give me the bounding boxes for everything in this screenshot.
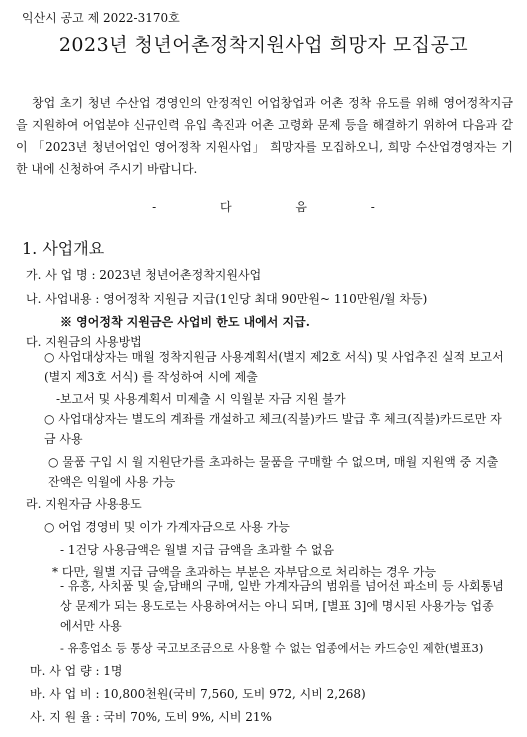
usage-purpose-1-sub: - 1건당 사용금액은 월별 지급 금액을 초과할 수 없음 [60, 543, 335, 557]
item-usage-method: 다. 지원금의 사용방법 [26, 335, 142, 349]
section-heading-overview: 1. 사업개요 [22, 239, 105, 258]
notice-number: 익산시 공고 제 2022-3170호 [22, 11, 180, 25]
usage-purpose-1-sub2: - 유흥, 사치품 및 술,담배의 구매, 일반 가계자금의 범위를 넘어선 파소비 등 사회통념상 문제가 되는 용도로는 사용하여서는 아니 되며, [별표 3]에 명시된 사용가능 업종에서만 사용 [60, 579, 504, 633]
item-support-note: ※ 영어정착 지원금은 사업비 한도 내에서 지급. [60, 315, 310, 329]
usage-method-3: ○ 물품 구입 시 월 지원단가를 초과하는 물품을 구매할 수 없으며, 매월 지원액 중 지출잔액은 익월에 사용 가능 [48, 455, 499, 489]
usage-purpose-1: ○ 어업 경영비 및 이가 가계자금으로 사용 가능 [44, 520, 290, 534]
usage-method-1: ○ 사업대상자는 매월 정착지원금 사용계획서(별지 제2호 서식) 및 사업추진 실적 보고서(별지 제3호 서식) 를 작성하여 시에 제출 [44, 350, 504, 384]
page-title: 2023년 청년어촌정착지원사업 희망자 모집공고 [58, 34, 469, 56]
usage-purpose-1-note: * 다만, 월별 지급 금액을 초과하는 부분은 자부담으로 처리하는 경우 가능 [52, 565, 437, 579]
da-eum-heading: - 다 음 - [152, 200, 375, 214]
item-project-budget: 바. 사 업 비 : 10,800천원(국비 7,560, 도비 972, 시비 2,268) [30, 687, 366, 701]
item-support-rate: 사. 지 원 율 : 국비 70%, 도비 9%, 시비 21% [30, 710, 272, 724]
item-project-quantity: 마. 사 업 량 : 1명 [30, 664, 123, 678]
intro-paragraph: 창업 초기 청년 수산업 경영인의 안정적인 어업창업과 어촌 정착 유도를 위해 영어정착지금을 지원하여 어업분야 신규인력 유입 촉진과 어촌 고령화 문제 등을 해결하기 위하여 다음과 같이 「2023년 청년어업인 영어정착 지원사업」 희망자를 모집하오니, 희망 수산업경영자는 기한 내에 신청하여 주시기 바랍니다. [16, 96, 513, 176]
usage-method-1-sub: -보고서 및 사용계획서 미제출 시 익월분 자금 지원 불가 [56, 392, 346, 406]
usage-purpose-1-sub3: - 유흥업소 등 통상 국고보조금으로 사용할 수 없는 업종에서는 카드승인 제한(별표3) [60, 641, 484, 655]
item-project-content: 나. 사업내용 : 영어정착 지원금 지급(1인당 최대 90만원~ 110만원/월 차등) [26, 292, 428, 306]
usage-method-2: ○ 사업대상자는 별도의 계좌를 개설하고 체크(직불)카드 발급 후 체크(직불)카드로만 자금 사용 [44, 412, 502, 446]
item-project-name: 가. 사 업 명 : 2023년 청년어촌정착지원사업 [26, 268, 262, 282]
item-usage-purpose: 라. 지원자금 사용용도 [26, 497, 142, 511]
